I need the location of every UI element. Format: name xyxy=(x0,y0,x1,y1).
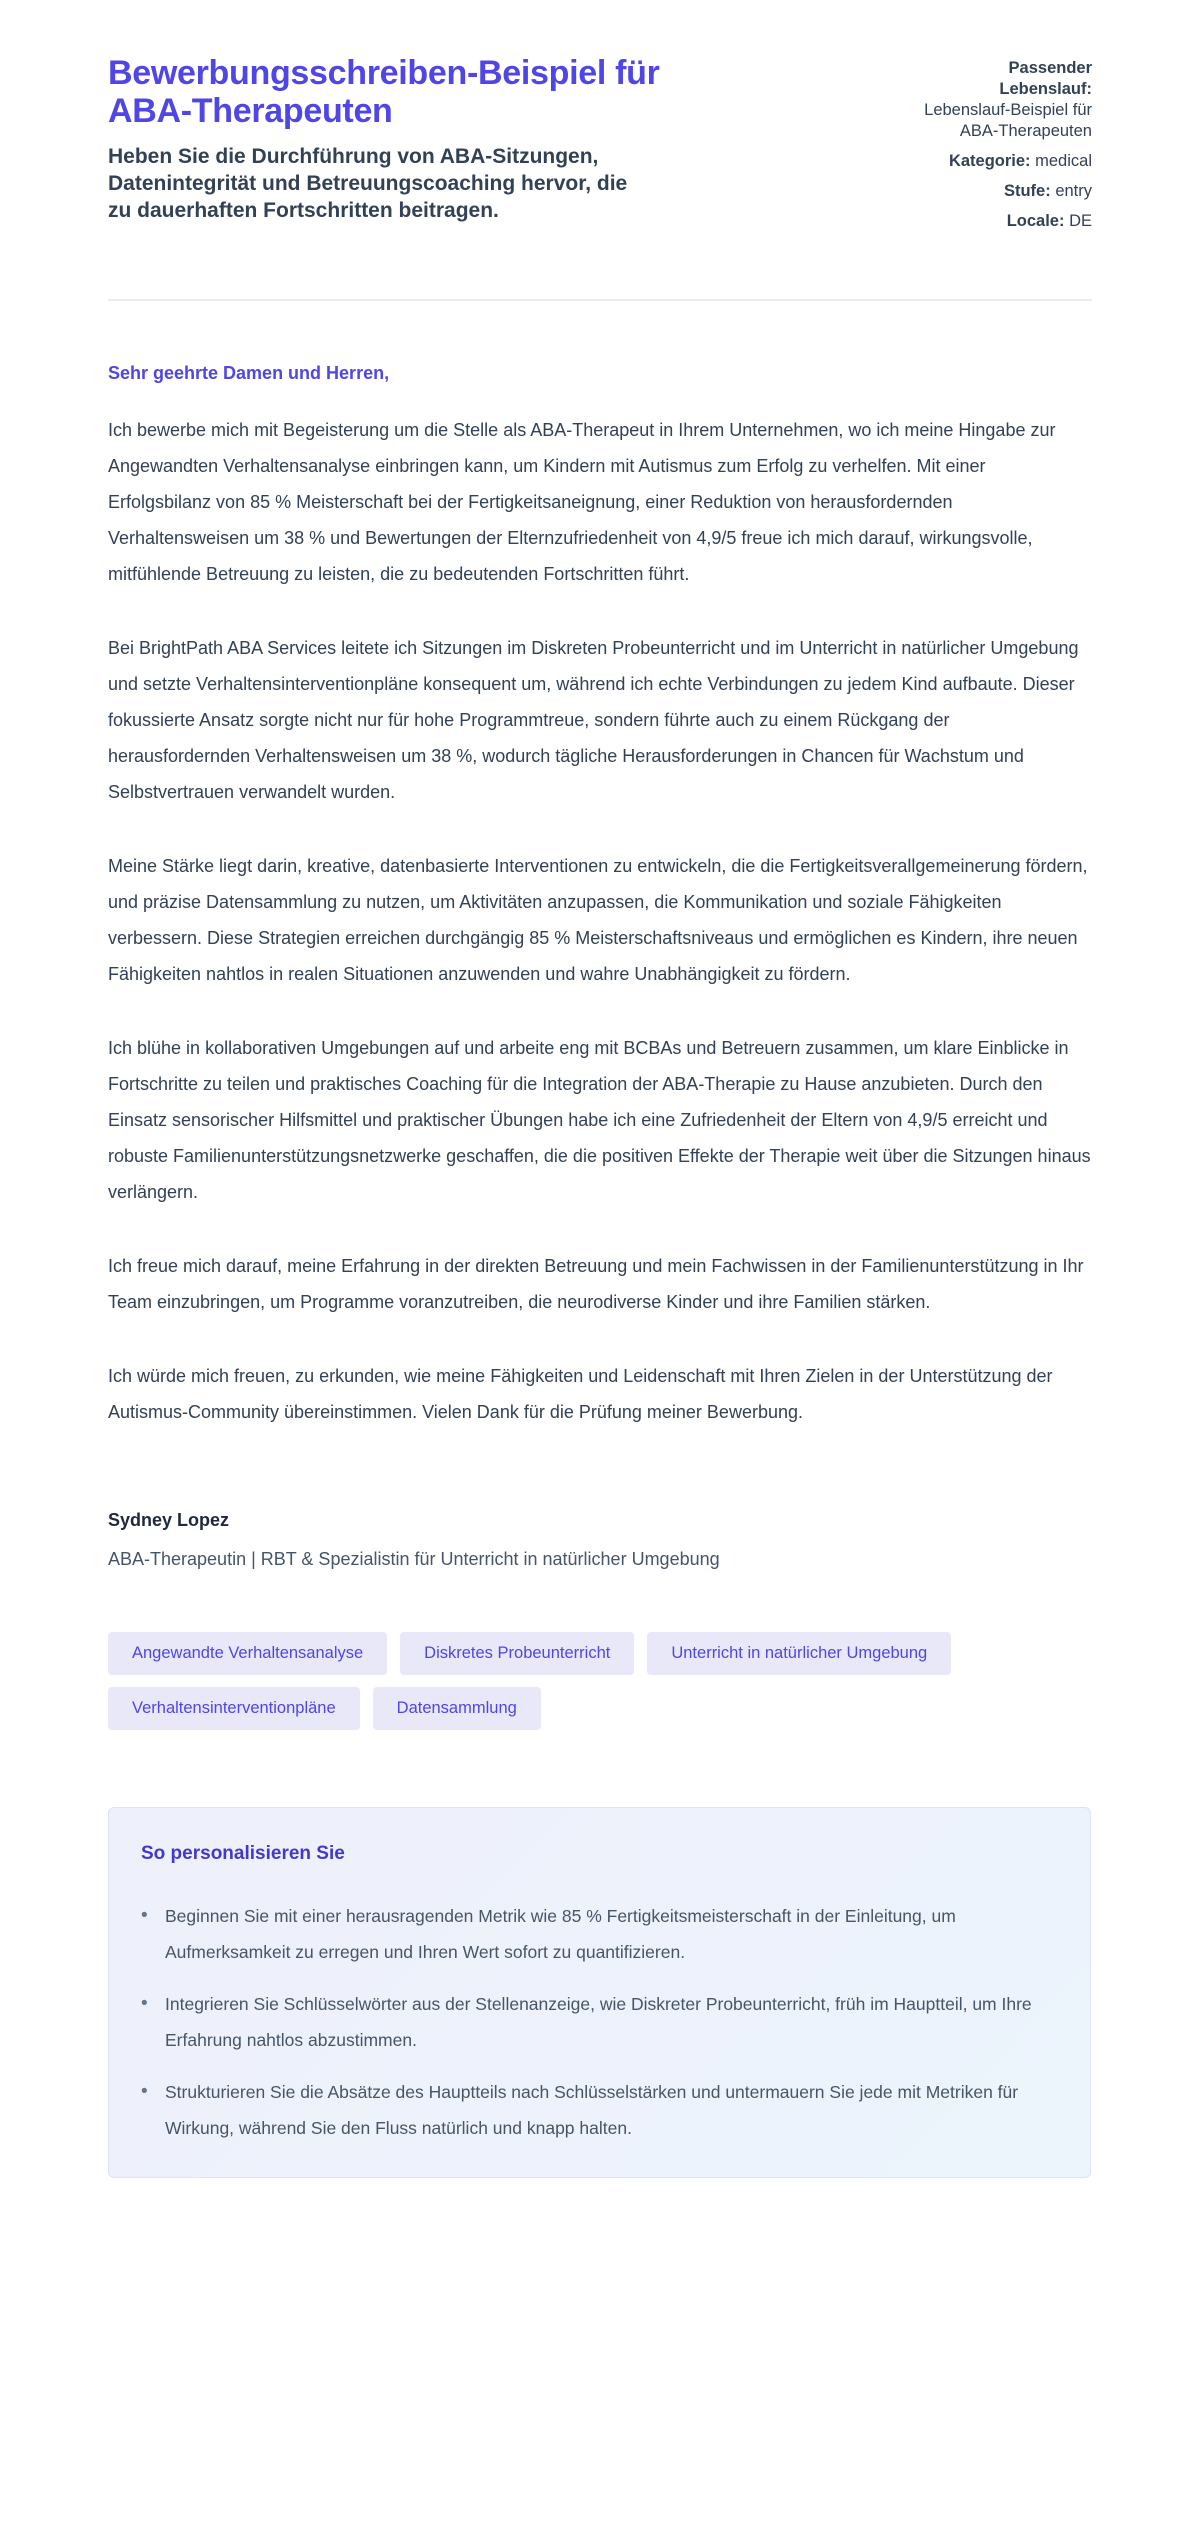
page-subtitle: Heben Sie die Durchführung von ABA-Sitzungen, Datenintegrität und Betreuungscoaching hervor, die zu dauerhaften Fortschritten beitragen. xyxy=(108,145,628,222)
bullet-icon: • xyxy=(141,1905,148,1926)
matching-resume-label: Passender Lebenslauf: xyxy=(999,59,1092,98)
tip-item-1 xyxy=(141,1898,1058,1970)
letter-greeting: Sehr geehrte Damen und Herren, xyxy=(108,363,390,383)
header-titles xyxy=(108,54,900,224)
level-value: entry xyxy=(1055,182,1092,200)
matching-resume-link[interactable]: Lebenslauf-Beispiel für ABA-Therapeuten xyxy=(924,101,1092,140)
letter-paragraph-5: Ich freue mich darauf, meine Erfahrung in der direkten Betreuung und mein Fachwissen in der Familienunterstützung in Ihr Team einzubringen, um Programme voranzutreiben, die neurodiverse Kinder und ihre Familien stärken. xyxy=(108,1256,1084,1312)
letter-paragraph-4: Ich blühe in kollaborativen Umgebungen auf und arbeite eng mit BCBAs und Betreuern zusammen, um klare Einblicke in Fortschritte zu teilen und praktisches Coaching für die Integration der ABA-Therapie zu Hause anzubieten. Durch den Einsatz sensorischer Hilfsmittel und praktischer Übungen habe ich eine Zufriedenheit der Eltern von 4,9/5 erreicht und robuste Familienunterstützungsnetzwerke geschaffen, die die positiven Effekte der Therapie weit über die Sitzungen hinaus verlängern. xyxy=(108,1038,1091,1202)
page-title: Bewerbungsschreiben-Beispiel für ABA-Therapeuten xyxy=(108,54,660,130)
meta-level xyxy=(900,181,1092,202)
personalization-tips-box xyxy=(108,1807,1091,2178)
signature-name: Sydney Lopez xyxy=(108,1510,230,1530)
letter-paragraph-1: Ich bewerbe mich mit Begeisterung um die Stelle als ABA-Therapeut in Ihrem Unternehmen, wo ich meine Hingabe zur Angewandten Verhaltensanalyse einbringen kann, um Kindern mit Autismus zum Erfolg zu verhelfen. Mit einer Erfolgsbilanz von 85 % Meisterschaft bei der Fertigkeitsaneignung, einer Reduktion von herausfordernden Verhaltensweisen um 38 % und Bewertungen der Elternzufriedenheit von 4,9/5 freue ich mich darauf, wirkungsvolle, mitfühlende Betreuung zu leisten, die zu bedeutenden Fortschritten führt. xyxy=(108,420,1056,584)
signature-title: ABA-Therapeutin | RBT & Spezialistin für Unterricht in natürlicher Umgebung xyxy=(108,1549,720,1569)
tag-chip-verhaltensinterventionplaene[interactable]: Verhaltensinterventionpläne xyxy=(108,1687,360,1730)
locale-label: Locale: xyxy=(1006,212,1065,230)
tag-chip-angewandte-verhaltensanalyse[interactable]: Angewandte Verhaltensanalyse xyxy=(108,1632,387,1675)
header-divider xyxy=(108,299,1092,301)
meta-matching-resume xyxy=(900,58,1092,142)
tips-list xyxy=(141,1898,1058,2146)
tag-chip-unterricht-natuerliche-umgebung[interactable]: Unterricht in natürlicher Umgebung xyxy=(647,1632,951,1675)
tip-text-2: Integrieren Sie Schlüsselwörter aus der Stellenanzeige, wie Diskreter Probeunterricht, früh im Hauptteil, um Ihre Erfahrung nahtlos abzustimmen. xyxy=(165,1994,1032,2050)
locale-value: DE xyxy=(1069,212,1092,230)
tips-title: So personalisieren Sie xyxy=(141,1843,345,1864)
bullet-icon: • xyxy=(141,1993,148,2014)
letter-paragraph-3: Meine Stärke liegt darin, kreative, datenbasierte Interventionen zu entwickeln, die die Fertigkeitsverallgemeinerung fördern, und präzise Datensammlung zu nutzen, um Aktivitäten anzupassen, die Kommunikation und soziale Fähigkeiten verbessern. Diese Strategien erreichen durchgängig 85 % Meisterschaftsniveaus und ermöglichen es Kindern, ihre neuen Fähigkeiten nahtlos in realen Situationen anzuwenden und wahre Unabhängigkeit zu fördern. xyxy=(108,856,1088,984)
tag-chip-diskretes-probeunterricht[interactable]: Diskretes Probeunterricht xyxy=(400,1632,634,1675)
tag-chip-datensammlung[interactable]: Datensammlung xyxy=(373,1687,541,1730)
category-label: Kategorie: xyxy=(948,152,1031,170)
tag-list xyxy=(108,1632,1091,1730)
meta-locale xyxy=(900,211,1092,232)
tip-text-3: Strukturieren Sie die Absätze des Hauptteils nach Schlüsselstärken und untermauern Sie jede mit Metriken für Wirkung, während Sie den Fluss natürlich und knapp halten. xyxy=(165,2082,1019,2138)
level-label: Stufe: xyxy=(1003,182,1051,200)
bullet-icon: • xyxy=(141,2081,148,2102)
header xyxy=(108,54,1092,241)
tip-item-3 xyxy=(141,2074,1058,2146)
letter-paragraph-6: Ich würde mich freuen, zu erkunden, wie meine Fähigkeiten und Leidenschaft mit Ihren Zielen in der Unterstützung der Autismus-Community übereinstimmen. Vielen Dank für die Prüfung meiner Bewerbung. xyxy=(108,1366,1053,1422)
meta-category xyxy=(900,151,1092,172)
letter-body xyxy=(108,361,1092,1573)
letter-paragraph-2: Bei BrightPath ABA Services leitete ich Sitzungen im Diskreten Probeunterricht und im Unterricht in natürlicher Umgebung und setzte Verhaltensinterventionpläne konsequent um, während ich echte Verbindungen zu jedem Kind aufbaute. Dieser fokussierte Ansatz sorgte nicht nur für hohe Programmtreue, sondern führte auch zu einem Rückgang der herausfordernden Verhaltensweisen um 38 %, wodurch tägliche Herausforderungen in Chancen für Wachstum und Selbstvertrauen verwandelt wurden. xyxy=(108,638,1079,802)
tip-item-2 xyxy=(141,1986,1058,2058)
meta-panel xyxy=(900,54,1092,241)
category-value: medical xyxy=(1035,152,1092,170)
tip-text-1: Beginnen Sie mit einer herausragenden Metrik wie 85 % Fertigkeitsmeisterschaft in der Einleitung, um Aufmerksamkeit zu erregen und Ihren Wert sofort zu quantifizieren. xyxy=(165,1906,956,1962)
